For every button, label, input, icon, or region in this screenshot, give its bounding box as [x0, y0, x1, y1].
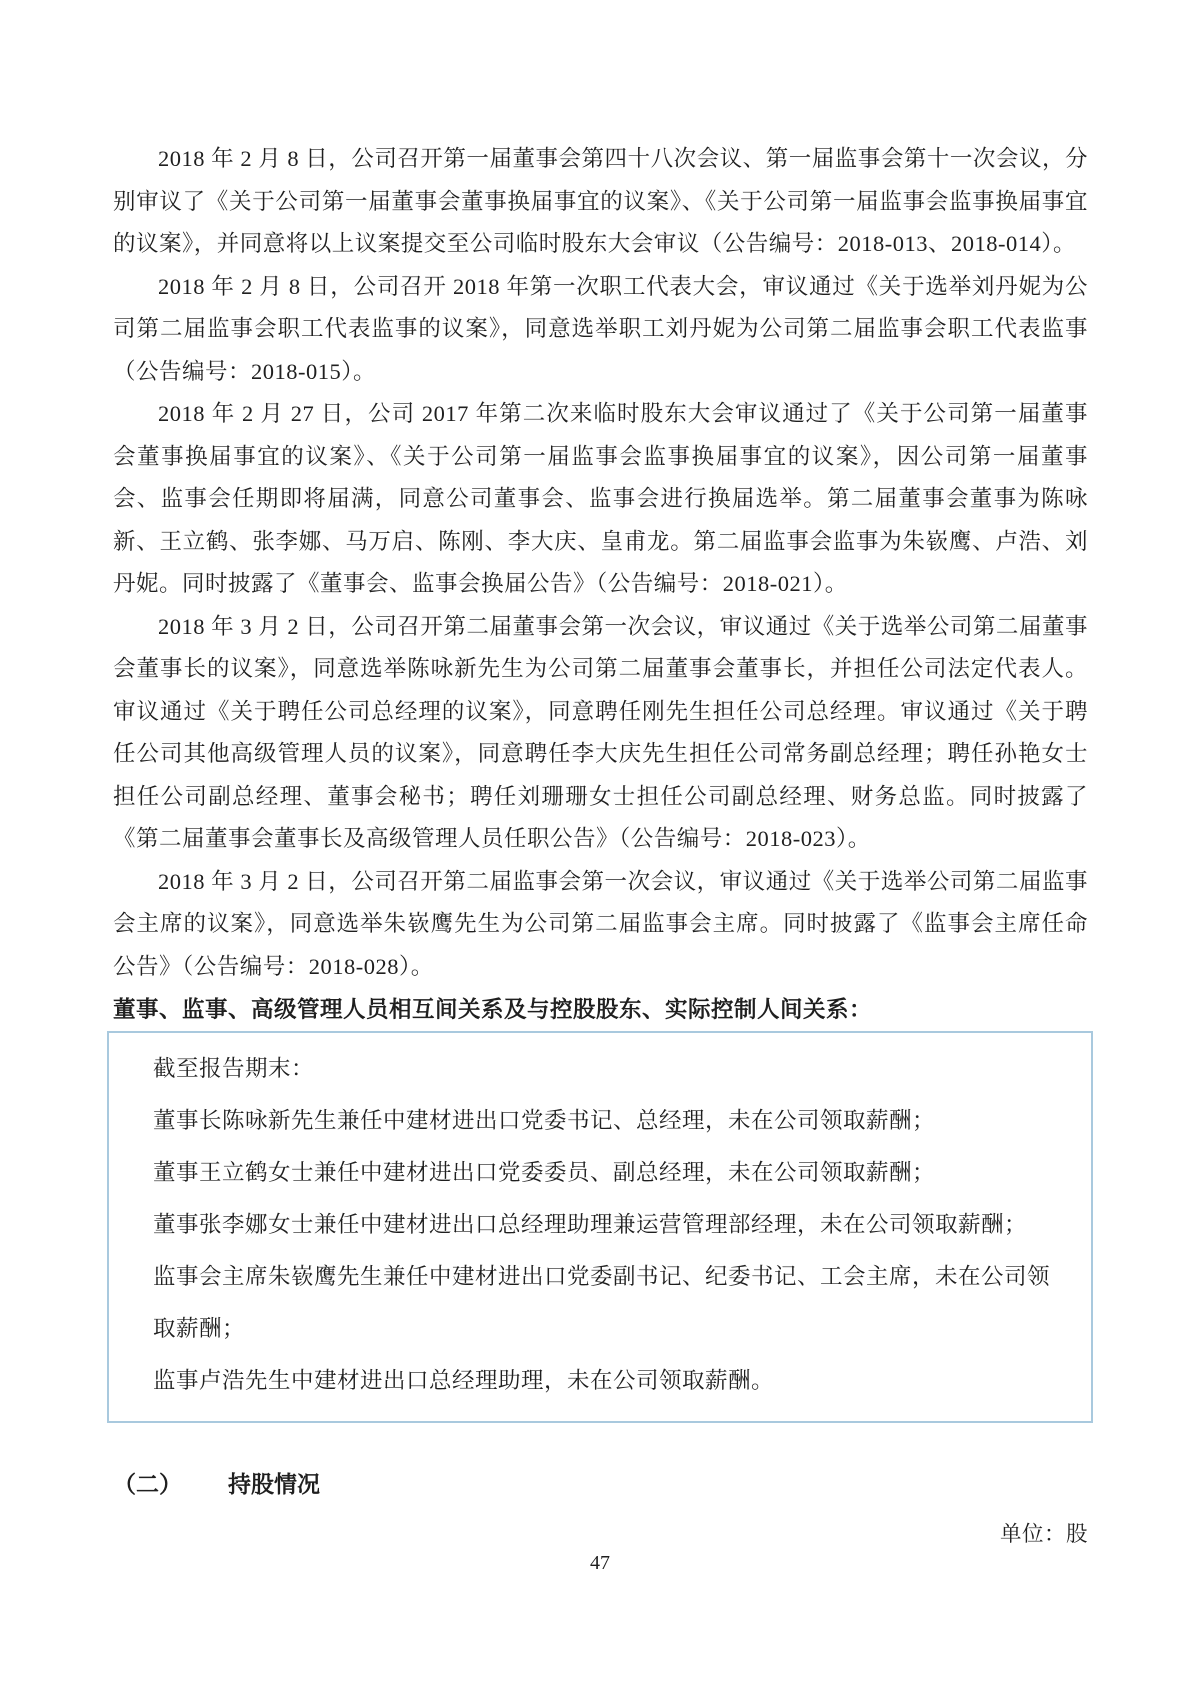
- box-line-director-wang: 董事王立鹤女士兼任中建材进出口党委委员、副总经理，未在公司领取薪酬；: [153, 1160, 936, 1185]
- box-line-director-zhang: 董事张李娜女士兼任中建材进出口总经理助理兼运营管理部经理，未在公司领取薪酬；: [153, 1212, 1028, 1237]
- box-line-supervisor-lu: 监事卢浩先生中建材进出口总经理助理，未在公司领取薪酬。: [153, 1368, 775, 1393]
- relationships-heading: 董事、监事、高级管理人员相互间关系及与控股股东、实际控制人间关系：: [113, 997, 873, 1023]
- paragraph-meeting-2018-03-02-board: 2018 年 3 月 2 日，公司召开第二届董事会第一次会议，审议通过《关于选举公司第二届董事会董事长的议案》，同意选举陈咏新先生为公司第二届董事会董事长，并担任公司法定代表人。审议通过《关于聘任公司总经理的议案》，同意聘任刚先生担任公司总经理。审议通过《关于聘任公司其他高级管理人员的议案》，同意聘任李大庆先生担任公司常务副总经理；聘任孙艳女士担任公司副总经理、董事会秘书；聘任刘珊珊女士担任公司副总经理、财务总监。同时披露了《第二届董事会董事长及高级管理人员任职公告》（公告编号：2018-023）。: [113, 613, 1088, 851]
- box-line-supervisor-chair: 监事会主席朱嵚鹰先生兼任中建材进出口党委副书记、纪委书记、工会主席，未在公司领取薪酬；: [153, 1264, 1051, 1341]
- section-numbering: （二）: [113, 1472, 182, 1498]
- paragraph-meeting-2018-03-02-supervisors: 2018 年 3 月 2 日，公司召开第二届监事会第一次会议，审议通过《关于选举公司第二届监事会主席的议案》，同意选举朱嵚鹰先生为公司第二届监事会主席。同时披露了《监事会主席任命公告》（公告编号：2018-028）。: [113, 868, 1088, 979]
- box-line-report-period: 截至报告期末：: [153, 1056, 315, 1081]
- document-page-content: [113, 0, 1088, 1548]
- paragraph-meeting-2018-02-27-shareholders: 2018 年 2 月 27 日，公司 2017 年第二次来临时股东大会审议通过了《关于公司第一届董事会董事换届事宜的议案》、《关于公司第一届监事会监事换届事宜的议案》，因公司第一届董事会、监事会任期即将届满，同意公司董事会、监事会进行换届选举。第二届董事会董事为陈咏新、王立鹤、张李娜、马万启、陈刚、李大庆、皇甫龙。第二届监事会监事为朱嵚鹰、卢浩、刘丹妮。同时披露了《董事会、监事会换届公告》（公告编号：2018-021）。: [113, 401, 1088, 596]
- unit-label: 单位：股: [999, 1522, 1088, 1546]
- paragraph-meeting-2018-02-08-staff: 2018 年 2 月 8 日，公司召开 2018 年第一次职工代表大会，审议通过《关于选举刘丹妮为公司第二届监事会职工代表监事的议案》，同意选举职工刘丹妮为公司第二届监事会职工代表监事（公告编号：2018-015）。: [113, 273, 1088, 384]
- paragraph-meeting-2018-02-08-board: 2018 年 2 月 8 日，公司召开第一届董事会第四十八次会议、第一届监事会第十一次会议，分别审议了《关于公司第一届董事会董事换届事宜的议案》、《关于公司第一届监事会监事换届事宜的议案》，并同意将以上议案提交至公司临时股东大会审议（公告编号：2018-013、2018-014）。: [113, 146, 1088, 256]
- page-number: 47: [590, 1552, 610, 1574]
- section-heading-shareholding: [113, 1469, 1088, 1501]
- relationships-box: [107, 1031, 1093, 1423]
- box-line-chairman: 董事长陈咏新先生兼任中建材进出口党委书记、总经理，未在公司领取薪酬；: [153, 1108, 936, 1133]
- section-title: 持股情况: [228, 1472, 320, 1498]
